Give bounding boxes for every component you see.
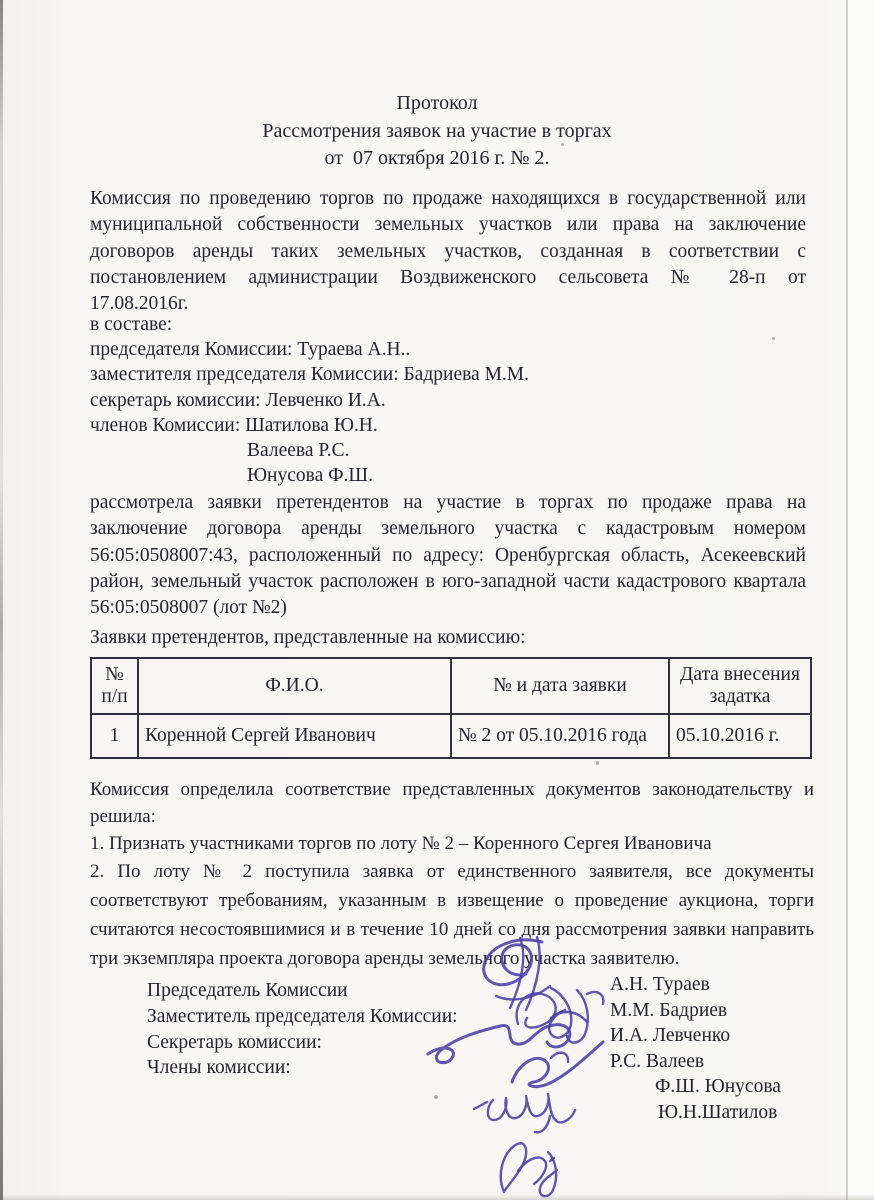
paragraph-line: договоров аренды таких земельных участков, созданная в соответствии с: [90, 240, 806, 262]
paragraph-line: 2. По лоту № 2 поступила заявка от единственного заявителя, все документы: [90, 860, 814, 882]
paragraph-line: решила:: [90, 806, 156, 828]
paragraph-line: соответствуют требованиям, указанным в извещение о проведение аукциона, торги: [90, 889, 814, 911]
applications-heading: Заявки претендентов, представленные на комиссию:: [90, 627, 526, 648]
signature-name: Р.С. Валеев: [610, 1050, 705, 1072]
decision-item-1: 1. Признать участниками торгов по лоту № 2 – Коренного Сергея Ивановича: [90, 833, 712, 855]
signature-name: И.А. Левченко: [610, 1025, 731, 1047]
paragraph-line: 56:05:0508007 (лот №2): [90, 597, 287, 619]
composition-heading: в составе:: [90, 314, 173, 335]
commission-composition: [90, 312, 806, 488]
column-header-name: Ф.И.О.: [138, 658, 451, 714]
scan-background-right: [848, 0, 874, 1200]
composition-member: Валеева Р.С.: [247, 440, 350, 462]
cell-row-number: 1: [91, 714, 138, 758]
composition-line: секретарь комиссии: Левченко И.А.: [90, 389, 386, 411]
paragraph-line: район, земельный участок расположен в юго-западной части кадастрового квартала: [90, 570, 806, 592]
signature-role: Председатель Комиссии: [147, 980, 348, 1001]
paragraph-line: Комиссия по проведению торгов по продаже находящихся в государственной или: [90, 188, 806, 209]
paragraph-line: заключение договора аренды земельного участка с кадастровым номером: [90, 518, 806, 540]
composition-member: Юнусова Ф.Ш.: [247, 465, 373, 487]
paragraph-line: 56:05:0508007:43, расположенный по адресу: Оренбургская область, Асекеевский: [90, 544, 806, 566]
paragraph-line: муниципальной собственности земельных участков или права на заключение: [90, 214, 806, 236]
signature-shatilov-icon: [501, 1143, 557, 1196]
paragraph-line: считаются несостоявшимися и в течение 10 дней со дня рассмотрения заявки направить: [90, 918, 814, 940]
cell-applicant-name: Коренной Сергей Иванович: [138, 714, 451, 758]
scan-edge-left: [0, 0, 3, 1200]
paragraph-line: Комиссия определила соответствие представленных документов законодательству и: [90, 779, 814, 800]
column-header-deposit-date: Дата внесения задатка: [669, 658, 811, 714]
review-paragraph: [90, 492, 806, 623]
column-header-number: № п/п: [91, 658, 138, 714]
cell-deposit-date: 05.10.2016 г.: [669, 714, 811, 758]
paragraph-line: три экземпляра проекта договора аренды земельного участка заявителю.: [90, 947, 680, 969]
composition-line: председателя Комиссии: Тураева А.Н..: [90, 339, 411, 361]
signature-name: Ф.Ш. Юнусова: [655, 1076, 781, 1098]
signature-yunusova-icon: [474, 1094, 575, 1132]
composition-line: членов Комиссии: Шатилова Ю.Н.: [90, 414, 378, 436]
signature-name: Ю.Н.Шатилов: [658, 1101, 778, 1123]
document-title: [82, 90, 792, 173]
signature-role: Заместитель председателя Комиссии:: [147, 1005, 458, 1027]
paragraph-line: 17.08.2016г.: [90, 293, 189, 315]
title-line-1: Протокол: [396, 92, 478, 114]
signature-valeev-icon: [512, 1042, 603, 1087]
signature-turaev-icon: [484, 937, 550, 1010]
signature-role: Секретарь комиссии:: [147, 1031, 322, 1053]
signature-name: А.Н. Тураев: [610, 974, 710, 995]
paragraph-line: рассмотрела заявки претендентов на участие в торгах по продаже права на: [90, 492, 806, 513]
scan-speck: [596, 761, 599, 765]
title-line-2: Рассмотрения заявок на участие в торгах: [262, 119, 612, 142]
column-header-application: № и дата заявки: [451, 658, 669, 714]
applications-table: [90, 657, 812, 759]
title-line-3: от 07 октября 2016 г. № 2.: [324, 147, 550, 169]
signature-name: М.М. Бадриев: [610, 999, 728, 1021]
cell-application-info: № 2 от 05.10.2016 года: [451, 714, 669, 758]
signature-role: Члены комиссии:: [147, 1057, 291, 1079]
intro-paragraph: [90, 188, 806, 319]
handwritten-signatures: [400, 930, 660, 1200]
paragraph-line: постановлением администрации Воздвиженского сельсовета № 28-п от: [90, 266, 806, 288]
table-row: [91, 714, 811, 758]
table-header-row: [91, 658, 811, 714]
composition-line: заместителя председателя Комиссии: Бадриева М.М.: [90, 364, 530, 386]
